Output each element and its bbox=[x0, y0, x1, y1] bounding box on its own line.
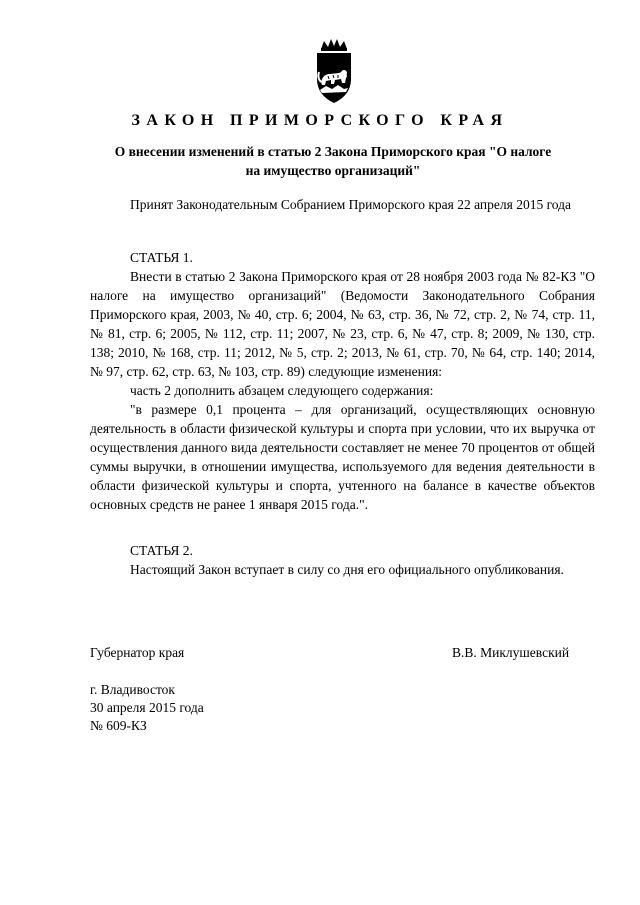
law-subtitle bbox=[70, 142, 596, 180]
article-1-heading: СТАТЬЯ 1. bbox=[130, 250, 193, 265]
law-title: ЗАКОН ПРИМОРСКОГО КРАЯ bbox=[131, 112, 509, 129]
signatory-position: Губернатор края bbox=[90, 645, 185, 660]
article-1-quote: "в размере 0,1 процента – для организаций, осуществляющих основную деятельность в области физической культуры и спорта при условии, что их выручка от осуществления данного вида деятельности составляет не менее 70 процентов от общей суммы выручки, в отношении имущества, используемого для ведения деятельности в области физической культуры и спорта, учтенного на балансе в качестве объектов основных средств не ранее 1 января 2015 года.". bbox=[90, 402, 595, 512]
article-2-heading: СТАТЬЯ 2. bbox=[130, 543, 193, 558]
signatory-name: В.В. Миклушевский bbox=[452, 645, 570, 660]
date: 30 апреля 2015 года bbox=[90, 700, 204, 715]
adoption-statement: Принят Законодательным Собранием Приморского края 22 апреля 2015 года bbox=[130, 197, 571, 212]
place-and-date bbox=[90, 681, 204, 735]
subtitle-line-1: О внесении изменений в статью 2 Закона Приморского края "О налоге bbox=[114, 144, 552, 159]
article-1-part: часть 2 дополнить абзацем следующего содержания: bbox=[130, 383, 434, 398]
law-number: № 609-КЗ bbox=[90, 718, 147, 733]
subtitle-line-2: на имущество организаций" bbox=[245, 163, 421, 178]
city: г. Владивосток bbox=[90, 682, 175, 697]
article-1 bbox=[90, 248, 595, 514]
article-1-text: Внести в статью 2 Закона Приморского края от 28 ноября 2003 года № 82-КЗ "О налоге на имущество организаций" (Ведомости Законодательного Собрания Приморского края, 2003, № 40, стр. 6; 2004, № 63, стр. 36, № 72, стр. 2, № 74, стр. 11, № 81, стр. 6; 2005, № 112, стр. 11; 2007, № 23, стр. 6, № 47, стр. 8; 2009, № 130, стр. 138; 2010, № 168, стр. 11; 2012, № 5, стр. 2; 2013, № 61, стр. 70, № 64, стр. 140; 2014, № 97, стр. 62, стр. 63, № 103, стр. 89) следующие изменения: bbox=[90, 269, 595, 379]
coat-of-arms-emblem bbox=[304, 38, 364, 106]
article-2 bbox=[90, 541, 595, 579]
article-2-text: Настоящий Закон вступает в силу со дня его официального опубликования. bbox=[130, 562, 564, 577]
